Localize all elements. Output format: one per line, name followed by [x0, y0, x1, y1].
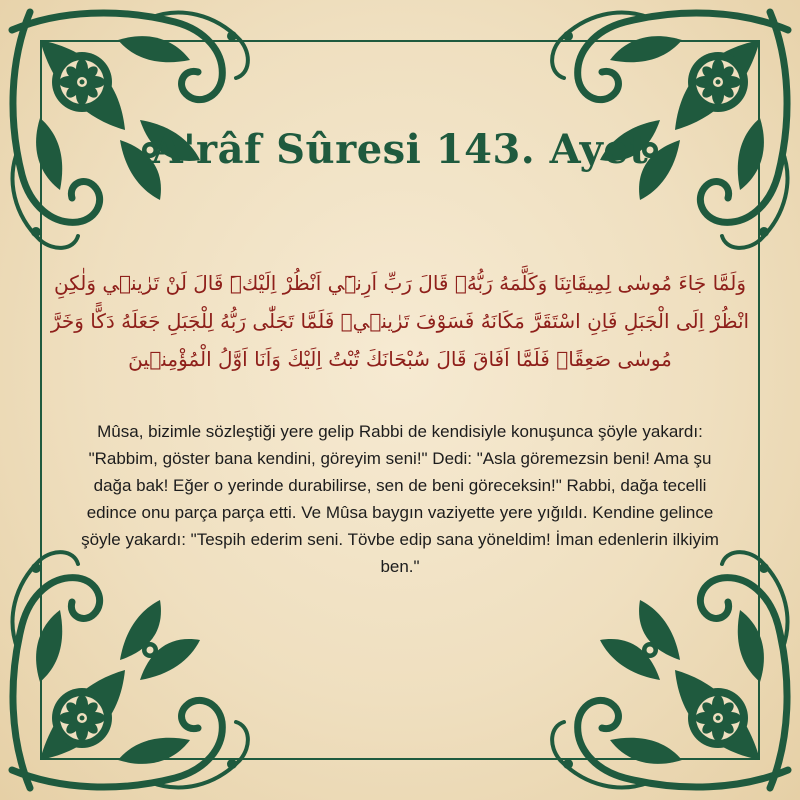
- verse-title: A'râf Sûresi 143. Ayet: [151, 126, 649, 173]
- ornament-bottom-right: [552, 552, 788, 788]
- turkish-translation: Mûsa, bizimle sözleştiği yere gelip Rabbi de kendisiyle konuşunca şöyle yakardı: "Rabbim, göster bana kendini, göreyim seni!" Dedi: "Asla göremezsin beni! Ama şu dağa bak! Eğer o yerinde durabilirse, sen de beni göreceksin!" Rabbi, dağa tecelli edince onu parça parça etti. Ve Mûsa baygın vaziyette yere yığıldı. Kendine gelince şöyle yakardı: "Tespih ederim seni. Tövbe edip sana yöneldim! İman edenlerin ilkiyim ben.": [81, 422, 719, 576]
- arabic-verse-text: وَلَمَّا جَاءَ مُوسٰى لِمِيقَاتِنَا وَكَلَّمَهُ رَبُّهُۙ قَالَ رَبِّ اَرِنٖٓي اَنْظُرْ اِلَيْكَۜ قَالَ لَنْ تَرٰينٖي وَلٰكِنِ انْظُرْ اِلَى الْجَبَلِ فَاِنِ اسْتَقَرَّ مَكَانَهُ فَسَوْفَ تَرٰينٖيۚ فَلَمَّا تَجَلّٰى رَبُّهُ لِلْجَبَلِ جَعَلَهُ دَكًّا وَخَرَّ مُوسٰى صَعِقًاۚ فَلَمَّا اَفَاقَ قَالَ سُبْحَانَكَ تُبْتُ اِلَيْكَ وَاَنَا اَوَّلُ الْمُؤْمِنٖينَ: [50, 271, 750, 371]
- ornament-bottom-left: [12, 552, 248, 788]
